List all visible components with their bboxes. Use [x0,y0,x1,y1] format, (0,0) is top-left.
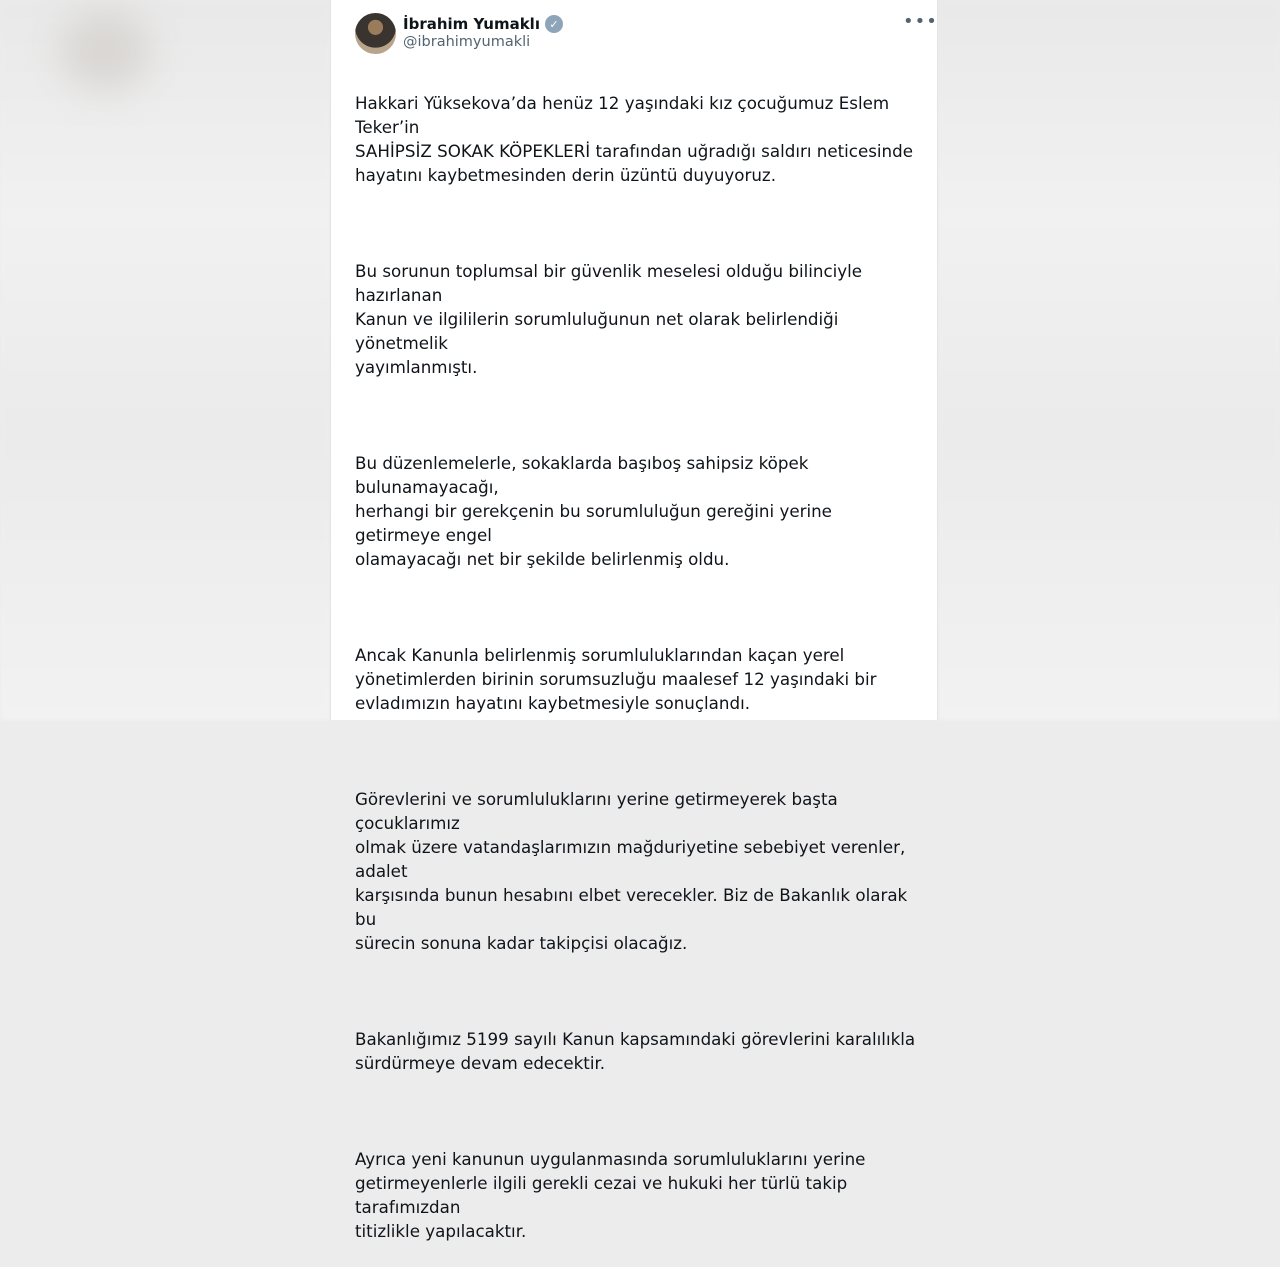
paragraph-spacer [355,979,921,1003]
author-handle[interactable]: @ibrahimyumakli [403,34,531,50]
tweet-paragraph: Bu sorunun toplumsal bir güvenlik meselesi olduğu bilinciyle hazırlanan Kanun ve ilgililerin sorumluluğunun net olarak belirlendiği yönetmelik yayımlanmıştı. [355,261,863,377]
tweet-paragraph: Ayrıca yeni kanunun uygulanmasında sorumluluklarını yerine getirmeyenlerle ilgili gerekli cezai ve hukuki her türlü takip tarafımızdan titizlikle yapılacaktır. [355,1149,866,1241]
paragraph-spacer [355,403,921,427]
paragraph-spacer [355,595,921,619]
tweet-paragraph: Görevlerini ve sorumluluklarını yerine getirmeyerek başta çocuklarımız olmak üzere vatandaşlarımızın mağduriyetine sebebiyet verenler, adalet karşısında bunun hesabını elbet verecekler. Biz de Bakanlık olarak bu sürecin sonuna kadar takipçisi olacağız. [355,789,908,953]
paragraph-spacer [355,1099,921,1123]
tweet-paragraph: Ancak Kanunla belirlenmiş sorumluluklarından kaçan yerel yönetimlerden birinin sorumsuzluğu maalesef 12 yaşındaki bir evladımızın hayatını kaybetmesiyle sonuçlandı. [355,645,877,713]
blurred-background-left [0,0,330,720]
tweet-paragraph: Bu düzenlemelerle, sokaklarda başıboş sahipsiz köpek bulunamayacağı, herhangi bir gerekçenin bu sorumluluğun gereğini yerine getirmeye engel olamayacağı net bir şekilde belirlenmiş oldu. [355,453,832,569]
tweet-text [355,67,921,1267]
verified-icon[interactable]: ✓ [545,15,563,33]
more-icon[interactable]: ••• [903,11,938,32]
paragraph-spacer [355,739,921,763]
paragraph-spacer [355,211,921,235]
tweet-paragraph: Bakanlığımız 5199 sayılı Kanun kapsamındaki görevlerini karalılıkla sürdürmeye devam edecektir. [355,1029,916,1073]
background-blur-shape [60,10,150,90]
avatar[interactable] [355,13,396,54]
tweet-paragraph: Hakkari Yüksekova’da henüz 12 yaşındaki kız çocuğumuz Eslem Teker’in SAHİPSİZ SOKAK KÖPEKLERİ tarafından uğradığı saldırı neticesinde hayatını kaybetmesinden derin üzüntü duyuyoruz. [355,93,913,185]
tweet-card [330,0,938,1241]
author-row [403,14,563,34]
blurred-background-right [938,0,1280,720]
author-name[interactable]: İbrahim Yumaklı [403,15,540,33]
